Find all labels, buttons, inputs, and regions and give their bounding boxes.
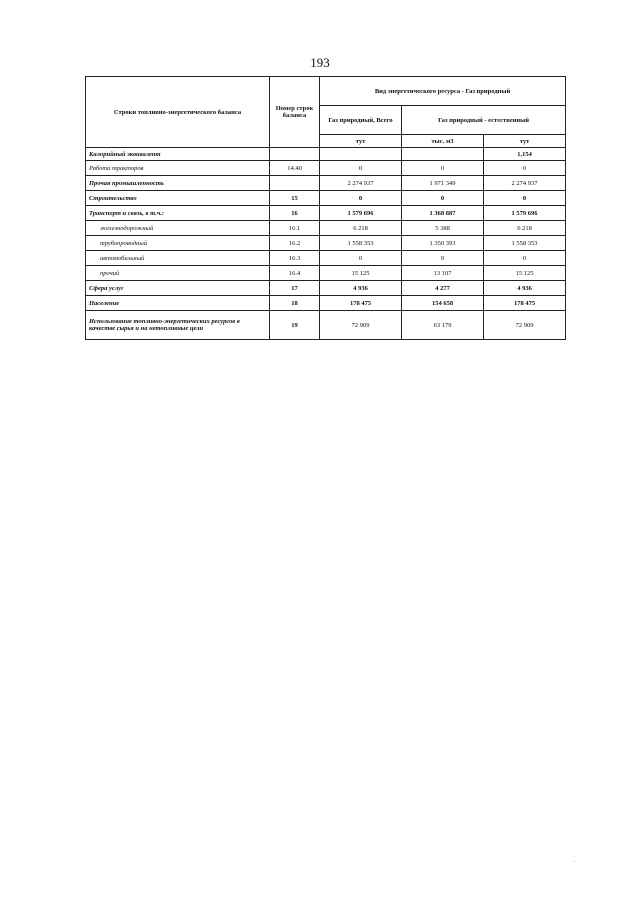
row-value-2: 0 — [402, 161, 484, 176]
row-value-3: 0 — [484, 191, 566, 206]
row-value-1: 1 579 696 — [320, 206, 402, 221]
row-label: Прочая промышленность — [86, 176, 270, 191]
header-row-label: Строки топливно-энергетического баланса — [86, 77, 270, 148]
row-value-3: 6 218 — [484, 221, 566, 236]
page-number: 193 — [310, 55, 330, 70]
row-code: 18 — [270, 296, 320, 311]
row-label: трубопроводный — [86, 236, 270, 251]
row-value-1: 4 936 — [320, 281, 402, 296]
row-value-1: 15 125 — [320, 266, 402, 281]
table-row — [86, 191, 566, 206]
row-code: 15 — [270, 191, 320, 206]
row-value-3: 178 475 — [484, 296, 566, 311]
row-value-1: 0 — [320, 161, 402, 176]
row-code: 16 — [270, 206, 320, 221]
row-label: Использование топливно-энергетических ресурсов в качестве сырья и на нетопливные цели — [86, 311, 270, 340]
row-label: Работа тракторов — [86, 161, 270, 176]
table-row — [86, 311, 566, 340]
table-row — [86, 206, 566, 221]
row-label: Население — [86, 296, 270, 311]
header-unit-1: тут — [320, 135, 402, 148]
row-value-2: 13 107 — [402, 266, 484, 281]
row-code: 16.3 — [270, 251, 320, 266]
row-label: прочий — [86, 266, 270, 281]
row-code: 17 — [270, 281, 320, 296]
row-code: 16.1 — [270, 221, 320, 236]
row-value-2: 1 971 349 — [402, 176, 484, 191]
row-value-1: 0 — [320, 251, 402, 266]
row-value-2: 4 277 — [402, 281, 484, 296]
row-value-3: 4 936 — [484, 281, 566, 296]
row-value-3: 1 558 353 — [484, 236, 566, 251]
table-row — [86, 251, 566, 266]
row-value-2: 0 — [402, 191, 484, 206]
scan-mark: . — [574, 858, 576, 864]
row-value-3: 15 125 — [484, 266, 566, 281]
row-label: Транспорт и связь, в т.ч.: — [86, 206, 270, 221]
table-row — [86, 296, 566, 311]
energy-balance-table — [85, 76, 566, 340]
row-code — [270, 148, 320, 161]
row-code: 19 — [270, 311, 320, 340]
header-unit-2: тыс. м3 — [402, 135, 484, 148]
table-row — [86, 281, 566, 296]
table-row — [86, 221, 566, 236]
header-resource-type: Вид энергетического ресурса - Газ природный — [320, 77, 566, 106]
header-gas-total: Газ природный, Всего — [320, 106, 402, 135]
row-value-2: 0 — [402, 251, 484, 266]
table-row — [86, 176, 566, 191]
header-row-code: Номер строк баланса — [270, 77, 320, 148]
header-gas-natural: Газ природный - естественный — [402, 106, 566, 135]
row-value-1: 178 475 — [320, 296, 402, 311]
row-value-3: 1,154 — [484, 148, 566, 161]
row-value-1: 0 — [320, 191, 402, 206]
row-value-2: 1 368 887 — [402, 206, 484, 221]
row-label: автомобильный — [86, 251, 270, 266]
row-code: 16.2 — [270, 236, 320, 251]
row-label: Калорийный эквивалент — [86, 148, 270, 161]
row-code: 16.4 — [270, 266, 320, 281]
row-value-1 — [320, 148, 402, 161]
table-row-calorific — [86, 148, 566, 161]
row-value-1: 1 558 353 — [320, 236, 402, 251]
table-row — [86, 266, 566, 281]
row-value-1: 72 909 — [320, 311, 402, 340]
row-label: железнодорожный — [86, 221, 270, 236]
row-value-1: 2 274 937 — [320, 176, 402, 191]
row-value-3: 2 274 937 — [484, 176, 566, 191]
header-unit-3: тут — [484, 135, 566, 148]
row-value-2: 5 388 — [402, 221, 484, 236]
table-row — [86, 236, 566, 251]
row-value-3: 0 — [484, 251, 566, 266]
row-value-3: 0 — [484, 161, 566, 176]
row-value-2: 63 179 — [402, 311, 484, 340]
row-value-3: 72 909 — [484, 311, 566, 340]
row-value-1: 6 218 — [320, 221, 402, 236]
row-code — [270, 176, 320, 191]
row-label: Строительство — [86, 191, 270, 206]
row-value-2: 154 658 — [402, 296, 484, 311]
row-value-3: 1 579 696 — [484, 206, 566, 221]
row-value-2 — [402, 148, 484, 161]
row-label: Сфера услуг — [86, 281, 270, 296]
row-code: 14.40 — [270, 161, 320, 176]
table-row — [86, 161, 566, 176]
row-value-2: 1 350 393 — [402, 236, 484, 251]
